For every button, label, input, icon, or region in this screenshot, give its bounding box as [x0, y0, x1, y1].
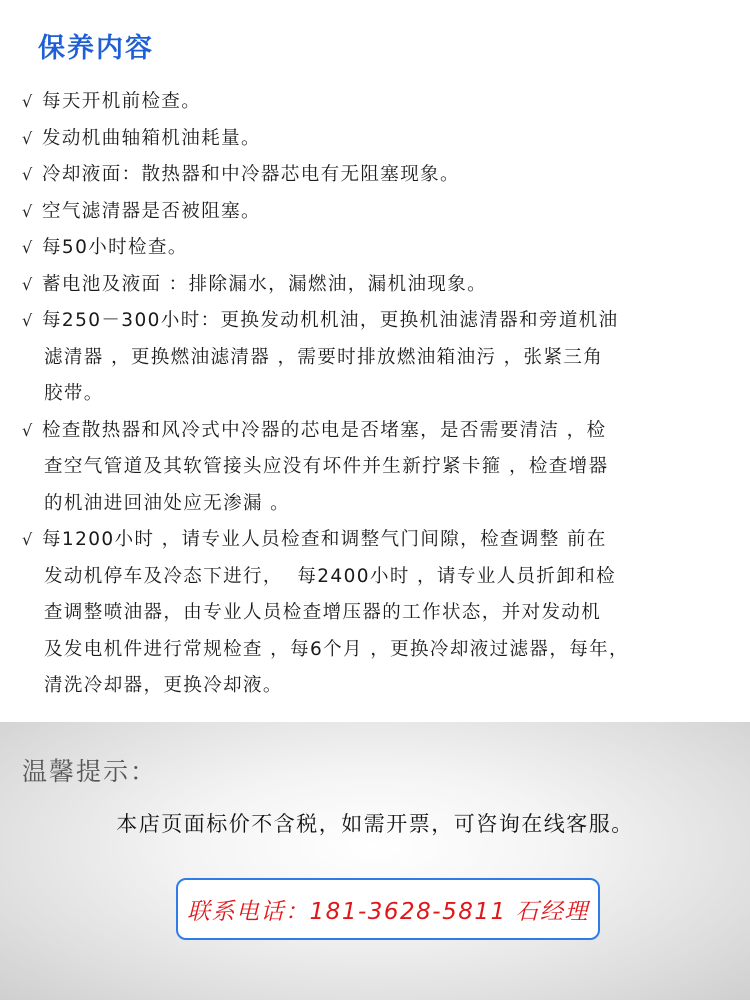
- list-item-text: [42, 84, 734, 121]
- list-item-line: 及发电机件进行常规检查 ，每6个月 ，更换冷却液过滤器，每年，: [44, 638, 629, 660]
- check-mark-icon: √: [22, 165, 34, 184]
- list-item-line: 每天开机前检查。: [42, 91, 202, 112]
- list-item-text: [42, 522, 734, 705]
- list-item-line: 检查散热器和风冷式中冷器的芯电是否堵塞，是否需要清洁 ，检: [42, 419, 607, 441]
- list-item-line: 滤清器 ，更换燃油滤清器 ，需要时排放燃油箱油污 ，张紧三角: [44, 346, 604, 368]
- list-item-text: [42, 413, 734, 523]
- list-item: [22, 194, 734, 231]
- section-title: 保养内容: [38, 33, 154, 64]
- contact-phone: 联系电话：181-3628-5811 石经理: [187, 898, 589, 925]
- check-mark-icon: √: [22, 92, 34, 111]
- list-item: [22, 121, 734, 158]
- tip-section: [0, 722, 750, 1000]
- tip-title: 温馨提示：: [22, 757, 158, 786]
- check-mark-icon: √: [22, 420, 34, 440]
- list-item-text: [42, 267, 734, 304]
- list-item: [22, 413, 734, 523]
- check-mark-icon: √: [22, 530, 34, 549]
- list-item-line: 每250－300小时：更换发动机机油，更换机油滤清器和旁道机油: [42, 310, 619, 331]
- check-mark-icon: √: [22, 128, 34, 148]
- contact-box: [176, 878, 600, 940]
- list-item-line: 查空气管道及其软管接头应没有坏件并生新拧紧卡箍 ，检查增器: [44, 456, 609, 477]
- list-item-line: 发动机停车及冷态下进行， 每2400小时 ，请专业人员折卸和检: [44, 565, 617, 587]
- list-item-text: [42, 121, 734, 158]
- list-item-line: 胶带。: [44, 383, 104, 404]
- list-item: [22, 84, 734, 121]
- list-item-text: [42, 194, 734, 231]
- check-mark-icon: √: [22, 201, 34, 221]
- check-mark-icon: √: [22, 274, 34, 294]
- list-item: [22, 303, 734, 413]
- tip-text: 本店页面标价不含税，如需开票，可咨询在线客服。: [116, 812, 634, 836]
- list-item-text: [42, 230, 734, 267]
- check-mark-icon: √: [22, 311, 34, 330]
- list-item-text: [42, 157, 734, 194]
- list-item-line: 清洗冷却器，更换冷却液。: [44, 675, 283, 696]
- list-item-line: 蓄电池及液面 ：排除漏水，漏燃油，漏机油现象。: [42, 273, 488, 295]
- list-item: [22, 267, 734, 304]
- list-item-line: 空气滤清器是否被阻塞。: [42, 200, 261, 222]
- list-item-line: 每1200小时 ，请专业人员检查和调整气门间隙，检查调整 前在: [42, 529, 607, 550]
- list-item-line: 每50小时检查。: [42, 237, 188, 258]
- list-item: [22, 157, 734, 194]
- list-item-text: [42, 303, 734, 413]
- maintenance-list: [22, 84, 734, 705]
- list-item: [22, 522, 734, 705]
- check-mark-icon: √: [22, 238, 34, 257]
- list-item-line: 冷却液面：散热器和中冷器芯电有无阻塞现象。: [42, 164, 460, 185]
- list-item-line: 的机油进回油处应无渗漏 。: [44, 492, 291, 514]
- list-item-line: 查调整喷油器，由专业人员检查增压器的工作状态，并对发动机: [44, 602, 602, 623]
- list-item-line: 发动机曲轴箱机油耗量。: [42, 127, 261, 149]
- list-item: [22, 230, 734, 267]
